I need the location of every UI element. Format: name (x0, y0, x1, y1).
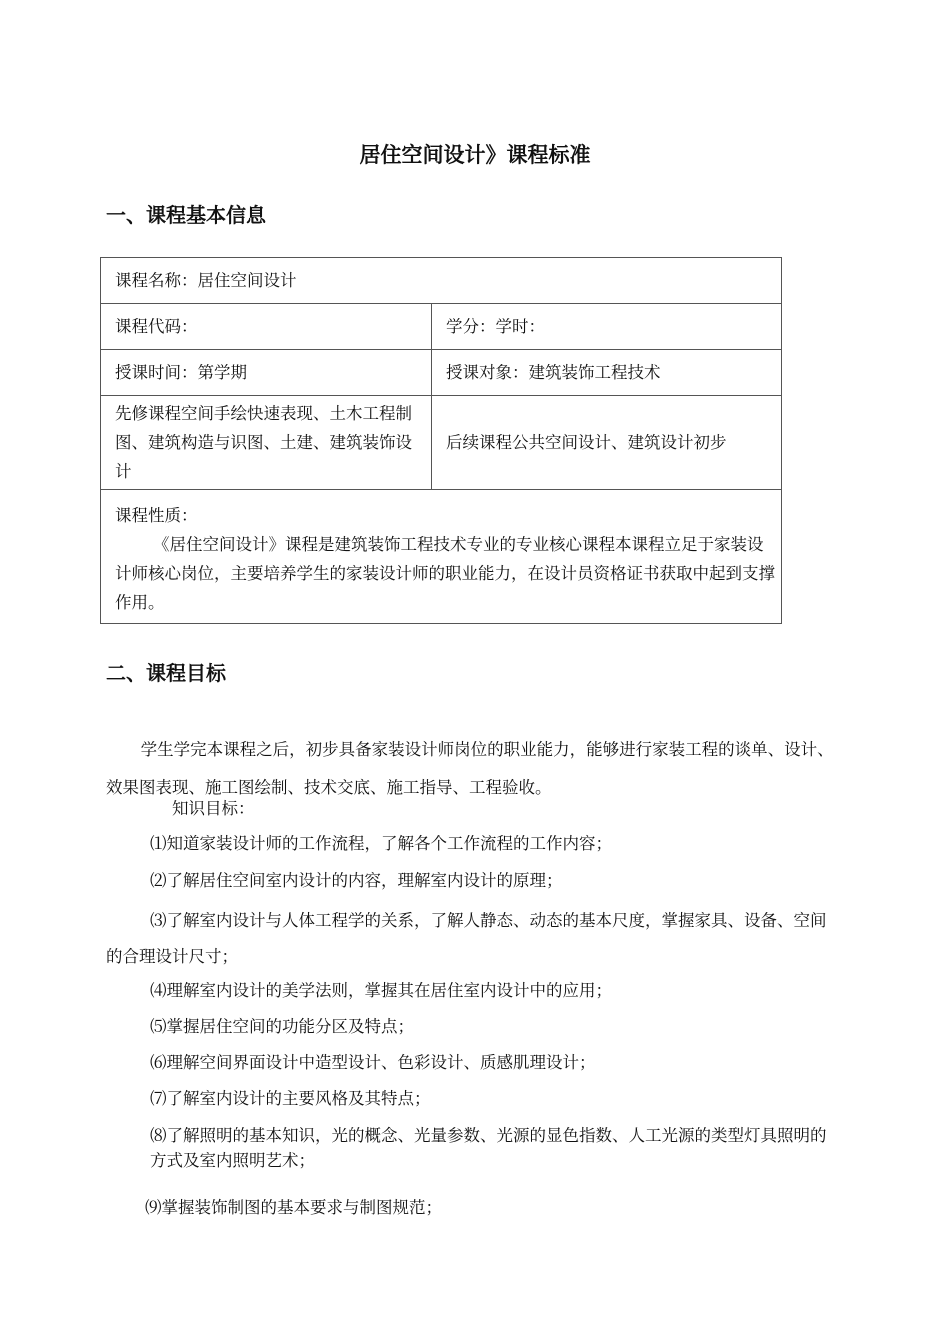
course-nature-label: 课程性质： (115, 506, 198, 525)
section-heading-objectives: 二、课程目标 (106, 661, 226, 685)
table-row (101, 350, 782, 396)
knowledge-item: ⑺了解室内设计的主要风格及其特点； (150, 1089, 431, 1108)
knowledge-item: ⑷理解室内设计的美学法则，掌握其在居住室内设计中的应用； (150, 981, 612, 1000)
knowledge-item: ⑹理解空间界面设计中造型设计、色彩设计、质感肌理设计； (150, 1053, 596, 1072)
knowledge-item: ⑵了解居住空间室内设计的内容，理解室内设计的原理； (150, 871, 563, 890)
section-heading-basic-info: 一、课程基本信息 (106, 203, 266, 227)
course-nature-cell (101, 490, 782, 624)
table-row (101, 258, 782, 304)
course-info-table (100, 257, 782, 624)
knowledge-item: ⑸掌握居住空间的功能分区及特点； (150, 1017, 414, 1036)
knowledge-item: ⑴知道家装设计师的工作流程，了解各个工作流程的工作内容； (150, 834, 612, 853)
prerequisites-cell: 先修课程空间手绘快速表现、土木工程制图、建筑构造与识图、土建、建筑装饰设计 (101, 396, 432, 490)
knowledge-objectives-label: 知识目标： (172, 799, 255, 818)
table-row (101, 304, 782, 350)
knowledge-item: ⑻了解照明的基本知识，光的概念、光量参数、光源的显色指数、人工光源的类型灯具照明的方式及室内照明艺术； (150, 1126, 827, 1170)
course-code-cell: 课程代码： (101, 304, 432, 350)
audience-cell: 授课对象：建筑装饰工程技术 (432, 350, 782, 396)
document-title: 居住空间设计》课程标准 (359, 143, 591, 167)
course-nature-text: 《居住空间设计》课程是建筑装饰工程技术专业的专业核心课程本课程立足于家装设计师核心岗位，主要培养学生的家装设计师的职业能力，在设计员资格证书获取中起到支撑作用。 (115, 535, 775, 612)
teaching-time-cell: 授课时间：第学期 (101, 350, 432, 396)
course-name-cell: 课程名称：居住空间设计 (101, 258, 782, 304)
table-row (101, 396, 782, 490)
knowledge-item: ⑼掌握装饰制图的基本要求与制图规范； (145, 1198, 442, 1217)
intro-paragraph: 学生学完本课程之后，初步具备家装设计师岗位的职业能力，能够进行家装工程的谈单、设计、效果图表现、施工图绘制、技术交底、施工指导、工程验收。 (106, 739, 834, 797)
follow-up-cell: 后续课程公共空间设计、建筑设计初步 (432, 396, 782, 490)
credits-hours-cell: 学分：学时： (432, 304, 782, 350)
table-row (101, 490, 782, 624)
knowledge-item: ⑶了解室内设计与人体工程学的关系，了解人静态、动态的基本尺度，掌握家具、设备、空间的合理设计尺寸； (106, 911, 827, 966)
